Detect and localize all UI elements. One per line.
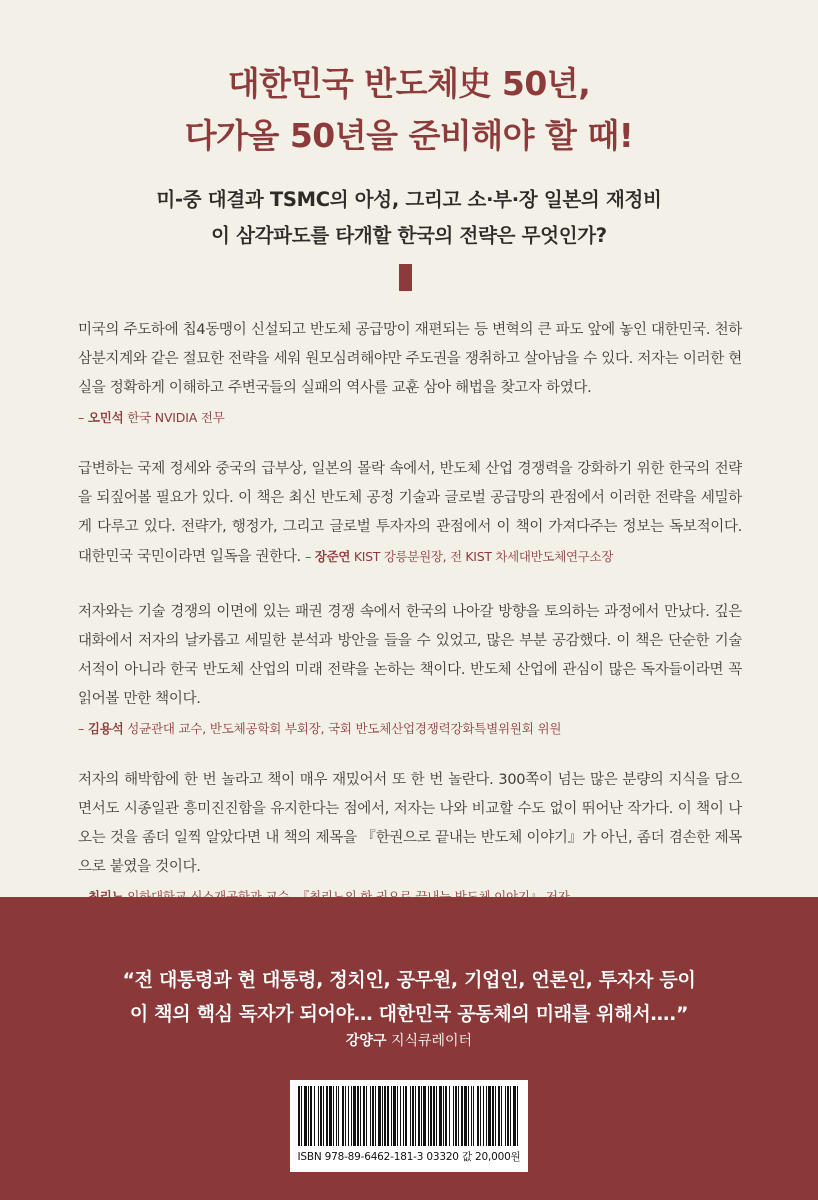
review-item [78, 766, 742, 908]
barcode-icon [296, 1086, 522, 1148]
quote-line-2: 이 책의 핵심 독자가 되어야… 대한민국 공동체의 미래를 위해서….” [129, 1003, 689, 1025]
reviewer-role: 한국 NVIDIA 전무 [127, 410, 225, 425]
quote-author-name: 강양구 [345, 1033, 387, 1049]
review-attribution [78, 718, 742, 740]
review-attribution [305, 549, 613, 564]
quote-line-1: “전 대통령과 현 대통령, 정치인, 공무원, 기업인, 언론인, 투자자 등이 [122, 969, 696, 991]
attribution-dash: – [78, 410, 85, 425]
reviewer-role: KIST 강릉분원장, 전 KIST 차세대반도체연구소장 [353, 549, 614, 564]
review-text: 저자와는 기술 경쟁의 이면에 있는 패권 경쟁 속에서 한국의 나아갈 방향을 토의하는 과정에서 만났다. 깊은 대화에서 저자의 날카롭고 세밀한 분석과 방안을 들을 수 있었고, 많은 부분 공감했다. 이 책은 단순한 기술 서적이 아니라 한국 반도체 산업의 미래 전략을 논하는 책이다. 반도체 산업에 관심이 많은 독자들이라면 꼭 읽어볼 만한 책이다. [78, 604, 742, 707]
headline-line-1: 대한민국 반도체史 50년, [227, 64, 591, 103]
review-text [78, 455, 742, 572]
barcode-box [290, 1080, 528, 1172]
endorsement-quote [0, 963, 818, 1031]
review-text: 미국의 주도하에 칩4동맹이 신설되고 반도체 공급망이 재편되는 등 변혁의 큰 파도 앞에 놓인 대한민국. 천하삼분지계와 같은 절묘한 전략을 세워 원모심려해야만 주도권을 쟁취하고 살아남을 수 있다. 저자는 이러한 현실을 정확하게 이해하고 주변국들의 실패의 역사를 교훈 삼아 해법을 찾고자 하였다. [78, 322, 742, 396]
review-text: 저자의 해박함에 한 번 놀라고 책이 매우 재밌어서 또 한 번 놀란다. 300쪽이 넘는 많은 분량의 지식을 담으면서도 시종일관 흥미진진함을 유지한다는 점에서, 저자는 나와 비교할 수도 없이 뛰어난 작가다. 이 책이 나오는 것을 좀더 일찍 알았다면 내 책의 제목을 『한권으로 끝내는 반도체 이야기』가 아닌, 좀더 겸손한 제목으로 붙였을 것이다. [78, 772, 742, 875]
quote-attribution [0, 1030, 818, 1052]
attribution-dash: – [305, 549, 312, 564]
subheadline [0, 182, 818, 254]
isbn-line [290, 1149, 528, 1164]
reviewer-role: 성균관대 교수, 반도체공학회 부회장, 국회 반도체산업경쟁력강화특별위원회 위원 [127, 721, 562, 736]
isbn-number: ISBN 978-89-6462-181-3 03320 [297, 1151, 459, 1163]
review-item [78, 598, 742, 740]
attribution-dash: – [78, 721, 85, 736]
headline-line-2: 다가올 50년을 준비해야 할 때! [184, 116, 634, 155]
headline [0, 58, 818, 162]
review-item [78, 455, 742, 572]
subheadline-line-1: 미-중 대결과 TSMC의 아성, 그리고 소·부·장 일본의 재정비 [156, 188, 662, 211]
review-body: 급변하는 국제 정세와 중국의 급부상, 일본의 몰락 속에서, 반도체 산업 경쟁력을 강화하기 위한 한국의 전략을 되짚어볼 필요가 있다. 이 책은 최신 반도체 공정 기술과 글로벌 공급망의 관점에서 이러한 전략을 세밀하게 다루고 있다. 전략가, 행정가, 그리고 글로벌 투자자의 관점에서 이 책이 가져다주는 정보는 독보적이다. 대한민국 국민이라면 일독을 권한다. [78, 461, 742, 565]
review-item [78, 316, 742, 429]
price-label: 값 20,000원 [461, 1151, 521, 1163]
quote-author-role: 지식큐레이터 [390, 1033, 473, 1049]
subheadline-line-2: 이 삼각파도를 타개할 한국의 전략은 무엇인가? [211, 224, 607, 247]
review-list [78, 316, 742, 934]
reviewer-name: 오민석 [87, 410, 124, 425]
reviewer-name: 장준연 [314, 549, 351, 564]
review-attribution [78, 407, 742, 429]
section-divider-bar [399, 264, 412, 291]
reviewer-name: 김용석 [87, 721, 124, 736]
